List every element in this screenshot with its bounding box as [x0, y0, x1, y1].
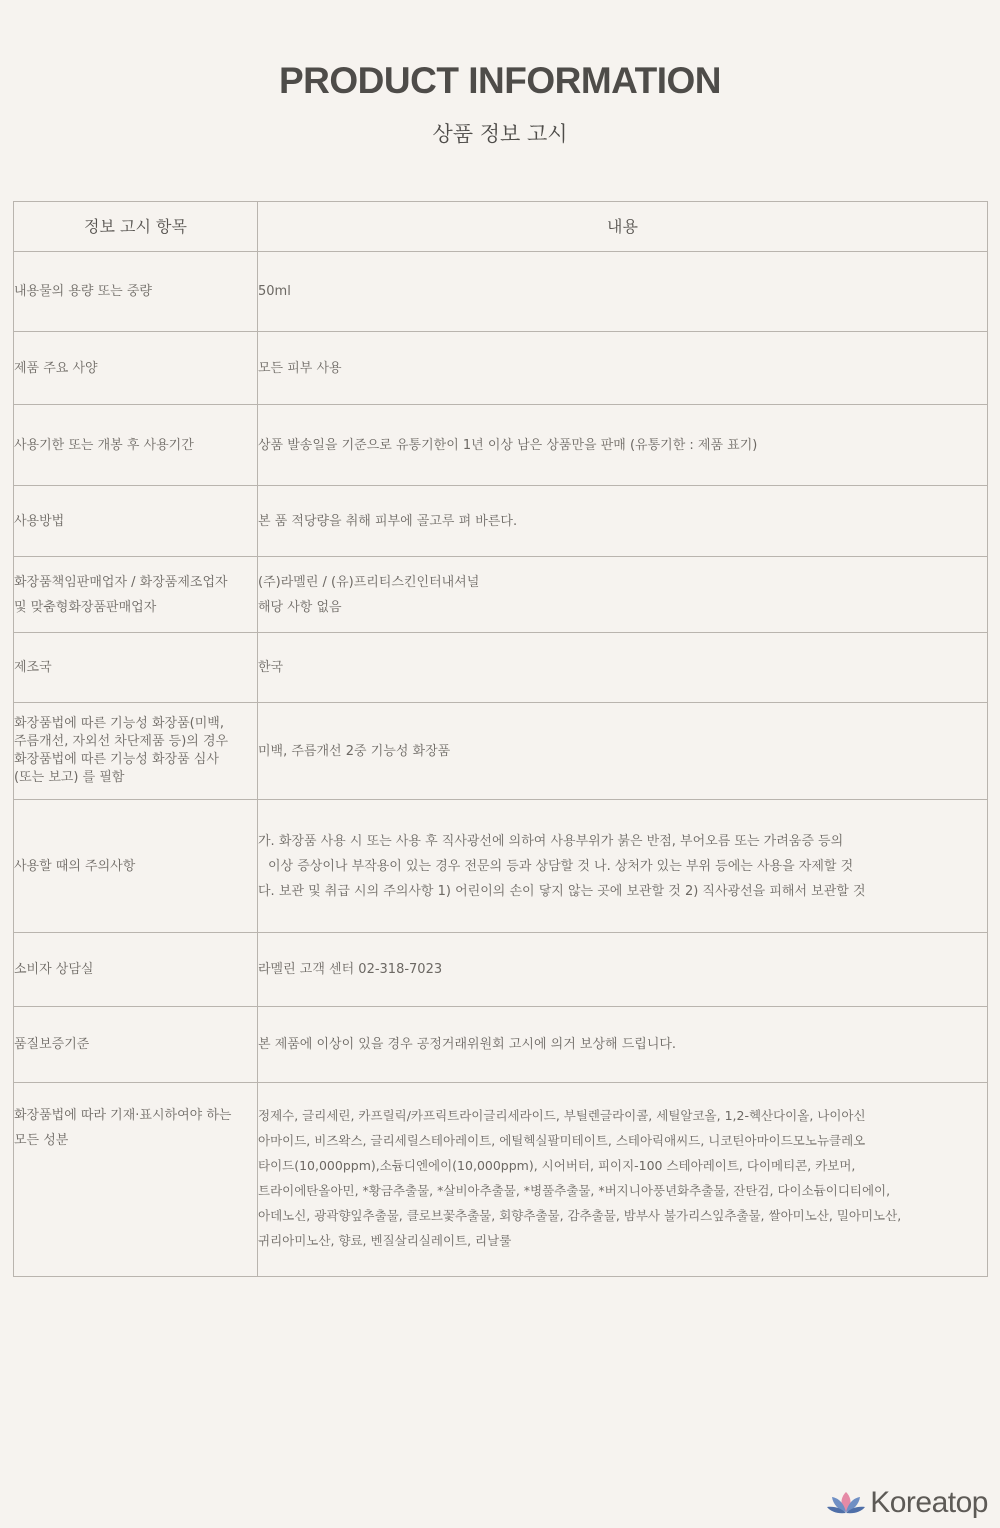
table-row [14, 933, 988, 1007]
row-value [258, 405, 988, 486]
value-line: 라멜린 고객 센터 02-318-7023 [258, 962, 443, 977]
value-line: 이상 증상이나 부작용이 있는 경우 전문의 등과 상담할 것 나. 상처가 있는 부위 등에는 사용을 자제할 것 [268, 858, 854, 874]
table-row [14, 633, 988, 703]
value-line: 50ml [258, 284, 291, 299]
value-line: 가. 화장품 사용 시 또는 사용 후 직사광선에 의하여 사용부위가 붉은 반점, 부어오름 또는 가려움증 등의 [258, 833, 844, 849]
value-line: 귀리아미노산, 향료, 벤질살리실레이트, 리날룰 [258, 1233, 512, 1248]
table-row [14, 332, 988, 405]
value-line: 타이드(10,000ppm),소듐디엔에이(10,000ppm), 시어버터, 피이지-100 스테아레이트, 다이메티콘, 카보머, [258, 1158, 856, 1173]
lotus-icon [826, 1488, 866, 1518]
label-line: 제조국 [14, 660, 52, 675]
label-line: 내용물의 용량 또는 중량 [14, 284, 152, 299]
table-row [14, 405, 988, 486]
table-header-row [14, 202, 988, 252]
label-line: 화장품법에 따른 기능성 화장품(미백, [14, 716, 224, 731]
row-value [258, 703, 988, 800]
value-line: 본 제품에 이상이 있을 경우 공정거래위원회 고시에 의거 보상해 드립니다. [258, 1037, 677, 1052]
table-row [14, 800, 988, 933]
table-row [14, 1083, 988, 1277]
row-label [14, 800, 258, 933]
value-line: 미백, 주름개선 2중 기능성 화장품 [258, 743, 451, 759]
value-line: 아데노신, 광곽향잎추출물, 클로브꽃추출물, 회향추출물, 감추출물, 밤부사 불가리스잎추출물, 쌀아미노산, 밀아미노산, [258, 1208, 902, 1223]
label-line: 및 맞춤형화장품판매업자 [14, 599, 157, 615]
row-label [14, 557, 258, 633]
product-info-table [13, 201, 988, 1277]
row-value [258, 332, 988, 405]
row-value [258, 252, 988, 332]
row-label [14, 486, 258, 557]
value-line: 모든 피부 사용 [258, 360, 342, 376]
column-header-item: 정보 고시 항목 [14, 202, 258, 252]
row-value [258, 633, 988, 703]
row-label [14, 703, 258, 800]
label-line: 화장품책임판매업자 / 화장품제조업자 [14, 574, 228, 590]
page-subtitle: 상품 정보 고시 [432, 122, 568, 146]
row-label [14, 1007, 258, 1083]
value-line: 본 품 적당량을 취해 피부에 골고루 펴 바른다. [258, 513, 518, 529]
row-value [258, 486, 988, 557]
row-label [14, 405, 258, 486]
value-line: 한국 [258, 660, 284, 675]
label-line: 화장품법에 따른 기능성 화장품 심사 [14, 752, 219, 767]
table-row [14, 486, 988, 557]
value-line: 다. 보관 및 취급 시의 주의사항 1) 어린이의 손이 닿지 않는 곳에 보관할 것 2) 직사광선을 피해서 보관할 것 [258, 883, 866, 899]
table-row [14, 1007, 988, 1083]
page-title: PRODUCT INFORMATION [279, 60, 721, 101]
row-label [14, 252, 258, 332]
row-value [258, 1007, 988, 1083]
row-value [258, 933, 988, 1007]
row-label [14, 1083, 258, 1277]
table-row [14, 703, 988, 800]
label-line: (또는 보고) 를 필함 [14, 770, 125, 785]
row-value [258, 557, 988, 633]
label-line: 품질보증기준 [14, 1037, 90, 1052]
value-line: 해당 사항 없음 [258, 599, 342, 615]
brand-logo [826, 1486, 988, 1520]
label-line: 사용할 때의 주의사항 [14, 858, 136, 874]
value-line: 정제수, 글리세린, 카프릴릭/카프릭트라이글리세라이드, 부틸렌글라이콜, 세틸알코올, 1,2-헥산다이올, 나이아신 [258, 1108, 866, 1123]
row-value [258, 1083, 988, 1277]
value-line: 상품 발송일을 기준으로 유통기한이 1년 이상 남은 상품만을 판매 (유통기한 : 제품 표기) [258, 437, 758, 453]
value-line: 트라이에탄올아민, *황금추출물, *살비아추출물, *병풀추출물, *버지니아풍년화추출물, 잔탄검, 다이소듐이디티에이, [258, 1183, 891, 1198]
value-line: 아마이드, 비즈왁스, 글리세릴스테아레이트, 에틸헥실팔미테이트, 스테아릭애씨드, 니코틴아마이드모노뉴클레오 [258, 1133, 866, 1148]
column-header-content: 내용 [258, 202, 988, 252]
brand-name: Koreatop [870, 1486, 988, 1519]
label-line: 소비자 상담실 [14, 962, 94, 977]
label-line: 모든 성분 [14, 1133, 69, 1148]
label-line: 사용기한 또는 개봉 후 사용기간 [14, 437, 194, 453]
row-label [14, 933, 258, 1007]
label-line: 제품 주요 사양 [14, 360, 98, 376]
label-line: 사용방법 [14, 513, 65, 529]
table-row [14, 557, 988, 633]
label-line: 화장품법에 따라 기재·표시하여야 하는 [14, 1108, 232, 1123]
label-line: 주름개선, 자외선 차단제품 등)의 경우 [14, 734, 229, 749]
value-line: (주)라멜린 / (유)프리티스킨인터내셔널 [258, 574, 480, 590]
row-label [14, 332, 258, 405]
row-value [258, 800, 988, 933]
row-label [14, 633, 258, 703]
table-row [14, 252, 988, 332]
